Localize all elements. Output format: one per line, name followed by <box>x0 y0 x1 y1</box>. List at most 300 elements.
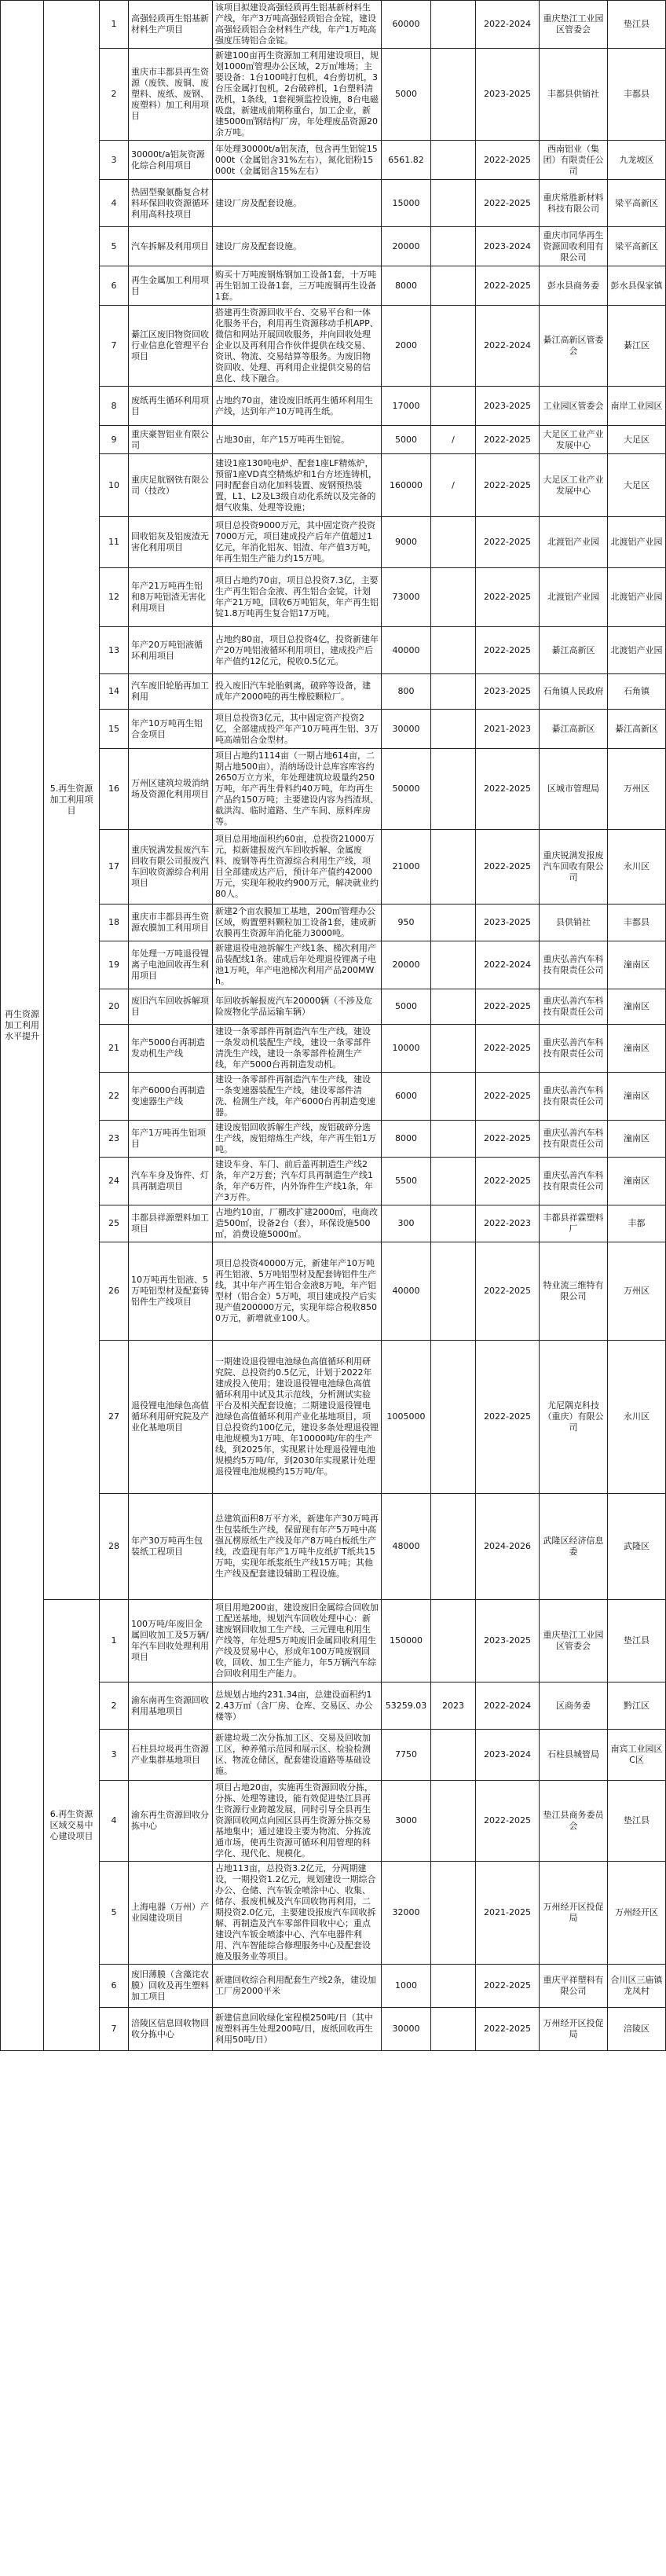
investment: 30000 <box>382 2008 431 2051</box>
owner-unit: 重庆弘善汽车科技有限责任公司 <box>540 941 608 989</box>
investment: 40000 <box>382 627 431 674</box>
completed-investment <box>431 1494 476 1600</box>
investment: 6000 <box>382 1073 431 1121</box>
district: 潼南区 <box>608 989 666 1025</box>
construction-period: 2022-2025 <box>476 1242 540 1341</box>
investment: 150000 <box>382 1600 431 1682</box>
construction-period: 2022-2025 <box>476 1025 540 1073</box>
project-name: 渝东再生资源回收分拣中心 <box>129 1781 213 1862</box>
row-number: 22 <box>100 1073 129 1121</box>
construction-period: 2023-2024 <box>476 227 540 266</box>
project-content: 新建2个亩农膜加工基地，200㎡管理办公区域，购置塑料颗粒加工设备1套，建成新农膜再生资源年消化能力3000吨。 <box>213 905 382 941</box>
district: 九龙坡区 <box>608 141 666 180</box>
project-content: 项目总投资40000万元，新建年产10万吨再生铝液、5万吨铝型材及配套铸铝件生产线，其中年产再生铝合金液8万吨，年产铝型材（铝合金）5万吨，项目建成投产后实现产值200000万元，实现年综合税收8500万元，新增就业100人。 <box>213 1242 382 1341</box>
table-row <box>1 1965 666 2008</box>
owner-unit: 万州经开区投促局 <box>540 2008 608 2051</box>
completed-investment <box>431 627 476 674</box>
table-row <box>1 1205 666 1242</box>
project-name: 重庆锐满发报废汽车回收有限公司报废汽车回收资源综合利用项目 <box>129 830 213 905</box>
completed-investment <box>431 1205 476 1242</box>
completed-investment <box>431 1600 476 1682</box>
district: 万州区 <box>608 749 666 830</box>
row-number: 11 <box>100 517 129 568</box>
investment: 53259.03 <box>382 1682 431 1730</box>
completed-investment <box>431 1965 476 2008</box>
project-content: 新建100亩再生资源加工利用建设项目，规划1000㎡管理办公区域，2万㎡堆场；主要设备：1台100吨打包机，4台剪切机，3台压金属打包机，2台破碎机，1台塑料清洗机，1条线，1套视频监控设施，8台电磁吸盘，新建成前期称重台，加工企业，新建5000㎡钢结构厂房，年处理废品资源20余万吨。 <box>213 49 382 141</box>
owner-unit: 重庆市同华再生资源回收利用有限公司 <box>540 227 608 266</box>
project-name: 年产1万吨再生铝项目 <box>129 1121 213 1158</box>
owner-unit: 大足区工业产业发展中心 <box>540 426 608 454</box>
investment: 950 <box>382 905 431 941</box>
table-row <box>1 1073 666 1121</box>
row-number: 7 <box>100 306 129 387</box>
row-number: 15 <box>100 710 129 749</box>
project-name: 高强轻质再生铝基新材料生产项目 <box>129 1 213 49</box>
table-row <box>1 180 666 227</box>
construction-period: 2022-2024 <box>476 1 540 49</box>
project-name: 年产10万吨再生铝合金项目 <box>129 710 213 749</box>
table-row <box>1 306 666 387</box>
completed-investment <box>431 1730 476 1781</box>
investment: 7750 <box>382 1730 431 1781</box>
completed-investment <box>431 1 476 49</box>
construction-period: 2022-2025 <box>476 1781 540 1862</box>
owner-unit: 綦江高新区 <box>540 710 608 749</box>
investment: 17000 <box>382 387 431 426</box>
project-name: 废旧薄膜（含藻诧农膜）回收及再生塑料加工项目 <box>129 1965 213 2008</box>
project-content: 项目用地200亩，建设废旧金属综合回收加工配送基地，规划汽车回收处理中心：新建废钢回收加工生产线、三元锂电利用生产线等，年处理5万吨废旧金属回收利用生产线及贸易中心，形成年100万吨废钢回收，回收、加工生产能力，年5万辆汽车综合回收利用生产能力。 <box>213 1600 382 1682</box>
construction-period: 2022-2025 <box>476 180 540 227</box>
owner-unit: 区商务委 <box>540 1682 608 1730</box>
project-content: 项目总投资9000万元，其中固定资产投资7000万元，项目建成投产后年产值超过1亿元，年消化铝灰、铝渣、年产值3万吨，年再生铝生产能力约15万吨。 <box>213 517 382 568</box>
completed-investment <box>431 1781 476 1862</box>
district: 丰都县 <box>608 49 666 141</box>
construction-period: 2023-2025 <box>476 674 540 710</box>
project-content: 总规划占地约231.34亩，总建设面积约12.43万㎡（含厂房、仓库、交易区、办公楼等） <box>213 1682 382 1730</box>
district: 綦江高新区 <box>608 710 666 749</box>
owner-unit: 北渡铝产业园 <box>540 568 608 627</box>
project-content: 建设车身、车门、前后盖再制造生产线2条，年产2万套；汽车灯具再制造生产线1条，年产6万件，内外饰件生产线1条，年产3万件。 <box>213 1158 382 1205</box>
project-name: 年产30万吨再生包装纸工程项目 <box>129 1494 213 1600</box>
row-number: 1 <box>100 1 129 49</box>
project-content: 占地约70亩，建设废旧纸再生循环利用生产线，达到年产10万吨再生纸。 <box>213 387 382 426</box>
investment: 8000 <box>382 266 431 306</box>
project-name: 100万吨/年废旧金属回收加工及5万辆/年汽车回收处理利用项目 <box>129 1600 213 1682</box>
project-content: 占地30亩，年产15万吨再生铝锭。 <box>213 426 382 454</box>
row-number: 6 <box>100 1965 129 2008</box>
project-name: 30000t/a铝灰资源化综合利用项目 <box>129 141 213 180</box>
row-number: 6 <box>100 266 129 306</box>
table-row <box>1 674 666 710</box>
project-name: 汽车拆解及利用项目 <box>129 227 213 266</box>
table-row <box>1 49 666 141</box>
district: 垫江县 <box>608 1600 666 1682</box>
project-content: 新建退役电池拆解生产线1条、梯次利用产品装配线1条。建成后年处理退役锂离子电池1万吨，年产电池梯次利用产品200MWh。 <box>213 941 382 989</box>
construction-period: 2022-2025 <box>476 266 540 306</box>
district: 石角镇 <box>608 674 666 710</box>
construction-period: 2022-2025 <box>476 2008 540 2051</box>
project-name: 年产20万吨铝液循环利用项目 <box>129 627 213 674</box>
row-number: 4 <box>100 180 129 227</box>
investment: 50000 <box>382 749 431 830</box>
completed-investment <box>431 180 476 227</box>
row-number: 3 <box>100 141 129 180</box>
table-row <box>1 905 666 941</box>
owner-unit: 石柱县城管局 <box>540 1730 608 1781</box>
investment: 20000 <box>382 941 431 989</box>
project-content: 项目占地20亩，实施再生资源回收分拣，分拣、处理等建设，能有效促进垫江县再生资源行业跨越发展，同时引导全县再生资源回收网点向园区县再生资源分拣交易基地集中；通过建设主要为物流、分拣流通市场，使再生资源可循环利用管理的科学化、现代化、规模化。 <box>213 1781 382 1862</box>
investment: 800 <box>382 674 431 710</box>
completed-investment <box>431 517 476 568</box>
district: 永川区 <box>608 1341 666 1494</box>
owner-unit: 万州经开区投促局 <box>540 1862 608 1965</box>
construction-period: 2022-2025 <box>476 1965 540 2008</box>
district: 潼南区 <box>608 1158 666 1205</box>
project-content: 建设一条零部件再制造汽车生产线，建设一条发动机装配生产线，建设一条零部件清洗生产线，建设一条零部件检测生产线，年产5000台再制造发动机。 <box>213 1025 382 1073</box>
table-row <box>1 141 666 180</box>
owner-unit: 重庆垫江工业园区管委会 <box>540 1 608 49</box>
completed-investment <box>431 1025 476 1073</box>
completed-investment <box>431 749 476 830</box>
table-row <box>1 830 666 905</box>
investment: 15000 <box>382 180 431 227</box>
construction-period: 2022-2025 <box>476 568 540 627</box>
completed-investment <box>431 387 476 426</box>
project-name: 回收铝灰及铝废渣无害化利用项目 <box>129 517 213 568</box>
owner-unit: 石角镇人民政府 <box>540 674 608 710</box>
project-content: 项目占地约70亩，项目总投资7.3亿，主要生产再生铝合金液、再生铝合金锭，计划年产21万吨，回收6万吨铝灰，年产再生铝锭1.8万吨再生复合铝17万吨。 <box>213 568 382 627</box>
table-row <box>1 387 666 426</box>
table-row <box>1 1494 666 1600</box>
project-content: 项目占地约1114亩（一期占地614亩，二期占地500亩），消纳场设计总库容库容约2650万立方米，年处理建筑垃圾量约250万吨，年产再生骨料约40万吨，年均再生产品约150万吨；主要建设内容为挡渣坝、截洪沟、临时道路、生产车间、原料库房等。 <box>213 749 382 830</box>
project-content: 新建回收综合利用配套生产线2条，建设加工厂房2000平米 <box>213 1965 382 2008</box>
project-name: 綦江区废旧物资回收行业信息化管理平台项目 <box>129 306 213 387</box>
project-name: 重庆市丰都县再生资源（废铁、废铜、废塑料、废纸、废钢、废塑料）加工利用项目 <box>129 49 213 141</box>
table-row <box>1 1862 666 1965</box>
completed-investment <box>431 49 476 141</box>
investment: 3000 <box>382 1781 431 1862</box>
owner-unit: 綦江高新区 <box>540 627 608 674</box>
project-content: 项目总投资3亿元，其中固定资产投资2亿，全部建成投产年产10万吨再生铝、3万吨高端铝合金型材。 <box>213 710 382 749</box>
row-number: 17 <box>100 830 129 905</box>
project-name: 10万吨再生铝液、5万吨铝型材及配套铸铝件生产线项目 <box>129 1242 213 1341</box>
owner-unit: 重庆锐满发报废汽车回收有限公司 <box>540 830 608 905</box>
district: 潼南区 <box>608 941 666 989</box>
owner-unit: 丰都县供销社 <box>540 49 608 141</box>
owner-unit: 北渡铝产业园 <box>540 517 608 568</box>
project-content: 新建垃圾二次分拣加工区、交易及回收加工区，种养殖示范园和展示区、检验检测区、物流仓储区，配套建设道路等基础设施。 <box>213 1730 382 1781</box>
project-content: 建设1座130吨电炉、配套1座LF精炼炉，预留1座VD真空精炼炉和1台方坯连铸机，同时配套自动化加料装置、废钢预热装置，L1、L2及L3级自动化系统以及完备的烟气收集、处理等设施； <box>213 454 382 517</box>
row-number: 4 <box>100 1781 129 1862</box>
row-number: 18 <box>100 905 129 941</box>
project-content: 项目总用地面积约60亩，总投资21000万元，拟新建报废汽车回收拆解、金属废料、废钢等再生资源综合利用生产线，项目全部建成达产后，预计年产值约42000万元，实现年税收约900万元，解决就业约80人。 <box>213 830 382 905</box>
investment: 5000 <box>382 426 431 454</box>
investment: 48000 <box>382 1494 431 1600</box>
owner-unit: 重庆弘善汽车科技有限责任公司 <box>540 1025 608 1073</box>
project-name: 年处理一万吨退役锂离子电池回收再生利用项目 <box>129 941 213 989</box>
row-number: 23 <box>100 1121 129 1158</box>
district: 合川区三庙镇龙凤村 <box>608 1965 666 2008</box>
project-content: 建设废铝回收拆解生产线，废铝破碎分选生产线，废铝熔炼生产线，年产再生铝1万吨。 <box>213 1121 382 1158</box>
category-cell: 再生资源加工利用水平提升 <box>1 1 44 2051</box>
completed-investment <box>431 830 476 905</box>
table-row <box>1 989 666 1025</box>
project-table-body <box>1 1 666 2051</box>
investment: 1000 <box>382 1965 431 2008</box>
investment: 40000 <box>382 1242 431 1341</box>
row-number: 24 <box>100 1158 129 1205</box>
completed-investment <box>431 905 476 941</box>
investment: 60000 <box>382 1 431 49</box>
row-number: 28 <box>100 1494 129 1600</box>
project-name: 年产21万吨再生铝和8万吨铝渣无害化利用项目 <box>129 568 213 627</box>
owner-unit: 工业园区管委会 <box>540 387 608 426</box>
project-name: 石柱县垃圾再生资源产业集群基地项目 <box>129 1730 213 1781</box>
row-number: 20 <box>100 989 129 1025</box>
completed-investment <box>431 266 476 306</box>
project-name: 丰都县祥源塑料加工项目 <box>129 1205 213 1242</box>
district: 彭水县保家镇 <box>608 266 666 306</box>
owner-unit: 区城市管理局 <box>540 749 608 830</box>
row-number: 2 <box>100 1682 129 1730</box>
construction-period: 2022-2025 <box>476 1158 540 1205</box>
group-label-cell: 6.再生资源区域交易中心建设项目 <box>44 1600 100 2051</box>
row-number: 7 <box>100 2008 129 2051</box>
district: 北渡铝产业园 <box>608 627 666 674</box>
construction-period: 2022-2025 <box>476 989 540 1025</box>
construction-period: 2022-2025 <box>476 426 540 454</box>
investment: 9000 <box>382 517 431 568</box>
table-row <box>1 568 666 627</box>
project-name: 退役锂电池绿色高值循环利用研究院及产业化基地项目 <box>129 1341 213 1494</box>
group-label-cell: 5.再生资源加工利用项目 <box>44 1 100 1600</box>
row-number: 14 <box>100 674 129 710</box>
table-row <box>1 1242 666 1341</box>
project-content: 搭建再生资源回收平台、交易平台和一体化服务平台，利用再生资源移动手机APP、微信和网站开展回收服务，并向回收处理企业以及再利用合作伙伴提供在线交易、资讯、物流、交易结算等服务。为废旧物资回收、处理、再利用企业提供交易的信息化、线下融合。 <box>213 306 382 387</box>
project-content: 建设厂房及配套设施。 <box>213 180 382 227</box>
construction-period: 2022-2025 <box>476 749 540 830</box>
completed-investment <box>431 568 476 627</box>
project-content: 购买十万吨废钢炼钢加工设备1套，十万吨再生铝加工设备1套，三万吨废铜再生设备1套。 <box>213 266 382 306</box>
completed-investment <box>431 141 476 180</box>
row-number: 2 <box>100 49 129 141</box>
owner-unit: 綦江高新区管委会 <box>540 306 608 387</box>
owner-unit: 西南铝业（集团）有限责任公司 <box>540 141 608 180</box>
row-number: 21 <box>100 1025 129 1073</box>
completed-investment <box>431 1862 476 1965</box>
project-content: 年回收拆解报废汽车20000辆（不涉及危险废物化学品运输车辆） <box>213 989 382 1025</box>
owner-unit: 重庆弘善汽车科技有限责任公司 <box>540 1073 608 1121</box>
table-row <box>1 1682 666 1730</box>
owner-unit: 尤尼隅克科技（重庆）有限公司 <box>540 1341 608 1494</box>
construction-period: 2022-2025 <box>476 627 540 674</box>
project-name: 废旧汽车回收拆解项目 <box>129 989 213 1025</box>
project-name: 热固型聚氨酯复合材料环保回收资源循环利用高科技项目 <box>129 180 213 227</box>
project-content: 占地约80亩，项目总投资4亿，投资新建年产20万吨铝液循环利用项目，建成投产后年产值约12亿元，税收0.5亿元。 <box>213 627 382 674</box>
project-content: 该项目拟建设高强轻质再生铝基新材料生产线，年产3万吨高强轻质铝合金锭，建设高强轻质铝合金材料生产线，年产1万吨高强度压铸铝合金锭。 <box>213 1 382 49</box>
completed-investment <box>431 710 476 749</box>
table-row <box>1 1121 666 1158</box>
district: 潼南区 <box>608 1073 666 1121</box>
construction-period: 2022-2025 <box>476 1073 540 1121</box>
table-row <box>1 1 666 49</box>
table-row <box>1 710 666 749</box>
completed-investment <box>431 989 476 1025</box>
owner-unit: 重庆弘善汽车科技有限责任公司 <box>540 989 608 1025</box>
district: 万州经开区 <box>608 1862 666 1965</box>
investment: 5000 <box>382 989 431 1025</box>
construction-period: 2022-2025 <box>476 517 540 568</box>
owner-unit: 县供销社 <box>540 905 608 941</box>
table-row <box>1 517 666 568</box>
district: 万州区 <box>608 1242 666 1341</box>
construction-period: 2022-2025 <box>476 454 540 517</box>
owner-unit: 重庆平祥塑料有限公司 <box>540 1965 608 2008</box>
district: 丰都县 <box>608 905 666 941</box>
row-number: 16 <box>100 749 129 830</box>
project-name: 重庆市丰都县再生资源农膜加工利用项目 <box>129 905 213 941</box>
district: 梁平高新区 <box>608 180 666 227</box>
project-name: 渝东南再生资源回收利用基地项目 <box>129 1682 213 1730</box>
district: 南宾工业园区C区 <box>608 1730 666 1781</box>
construction-period: 2022-2025 <box>476 1341 540 1494</box>
project-content: 一期建设退役锂电池绿色高值循环利用研究院、总投资约0.5亿元，计划于2022年建成投入使用；建设退役锂电池绿色高值循环利用中试及其示范线，分析测试实验平台及相关配套设施；二期建设退役锂电池绿色高值循环利用产业化基地项目，项目总投资约100亿元，建设多条处理退役锂电池规模为1万吨、年10000吨/年的生产线，到2025年，实现累计处理退役锂电池规模约5万吨/年，到2030年实现累计处理退役锂电池规模约15万吨/年。 <box>213 1341 382 1494</box>
row-number: 9 <box>100 426 129 454</box>
investment: 5000 <box>382 49 431 141</box>
owner-unit: 重庆弘善汽车科技有限责任公司 <box>540 1158 608 1205</box>
district: 大足区 <box>608 426 666 454</box>
row-number: 5 <box>100 1862 129 1965</box>
completed-investment <box>431 674 476 710</box>
district: 梁平高新区 <box>608 227 666 266</box>
district: 垫江县 <box>608 1781 666 1862</box>
row-number: 13 <box>100 627 129 674</box>
owner-unit: 垫江县商务委员会 <box>540 1781 608 1862</box>
table-row <box>1 1600 666 1682</box>
district: 黔江区 <box>608 1682 666 1730</box>
owner-unit: 重庆垫江工业园区管委会 <box>540 1600 608 1682</box>
completed-investment <box>431 1121 476 1158</box>
investment: 32000 <box>382 1862 431 1965</box>
table-row <box>1 1025 666 1073</box>
row-number: 27 <box>100 1341 129 1494</box>
owner-unit: 武隆区经济信息委 <box>540 1494 608 1600</box>
project-name: 废纸再生循环利用项目 <box>129 387 213 426</box>
completed-investment <box>431 306 476 387</box>
table-row <box>1 266 666 306</box>
table-row <box>1 749 666 830</box>
construction-period: 2023-2025 <box>476 49 540 141</box>
investment: 5500 <box>382 1158 431 1205</box>
table-row <box>1 2008 666 2051</box>
investment: 6561.82 <box>382 141 431 180</box>
project-name: 重庆豪智铝业有限公司 <box>129 426 213 454</box>
district: 大足区 <box>608 454 666 517</box>
construction-period: 2022-2023 <box>476 1205 540 1242</box>
investment: 8000 <box>382 1121 431 1158</box>
investment: 2000 <box>382 306 431 387</box>
project-name: 再生金属加工利用项目 <box>129 266 213 306</box>
owner-unit: 特业流三维特有限公司 <box>540 1242 608 1341</box>
row-number: 1 <box>100 1600 129 1682</box>
table-row <box>1 1730 666 1781</box>
district: 綦江区 <box>608 306 666 387</box>
completed-investment: / <box>431 454 476 517</box>
investment: 21000 <box>382 830 431 905</box>
owner-unit: 丰都县祥霖塑料厂 <box>540 1205 608 1242</box>
project-content: 年处理30000t/a铝灰渣，包含再生铝锭15000t（金属铝含31%左右），氮化铝粉15000t（金属铝含15%左右） <box>213 141 382 180</box>
completed-investment <box>431 1341 476 1494</box>
project-name: 汽车废旧轮胎再加工利用 <box>129 674 213 710</box>
district: 垫江县 <box>608 1 666 49</box>
investment: 10000 <box>382 1025 431 1073</box>
owner-unit: 重庆常胜新材料科技有限公司 <box>540 180 608 227</box>
table-row <box>1 1158 666 1205</box>
row-number: 3 <box>100 1730 129 1781</box>
investment: 160000 <box>382 454 431 517</box>
district: 南岸工业园区 <box>608 387 666 426</box>
project-name: 年产5000台再制造发动机生产线 <box>129 1025 213 1073</box>
completed-investment <box>431 2008 476 2051</box>
project-content: 占地113亩，总投资3.2亿元，分两期建设，一期投资1.2亿元，规划建设一期综合办公、仓储、汽车钣金喷涂中心、收集、储存、报废机械及汽车回收物再利用，二期投资2.0亿元，主要建设报废汽车回收拆解、再制造及汽车零部件回收中心；重点建设汽车钣金喷漆中心、汽车电器件利用、汽车智能综合修理服务中心及配套设施及服务业等项目。 <box>213 1862 382 1965</box>
project-name: 万州区建筑垃圾消纳场及资源化利用项目 <box>129 749 213 830</box>
project-name: 上海电器（万州）产业园建设项目 <box>129 1862 213 1965</box>
completed-investment <box>431 941 476 989</box>
district: 北渡铝产业园 <box>608 517 666 568</box>
table-row <box>1 426 666 454</box>
row-number: 26 <box>100 1242 129 1341</box>
district: 永川区 <box>608 830 666 905</box>
investment: 73000 <box>382 568 431 627</box>
project-content: 建设一条零部件再制造汽车生产线，建设一条变速器装配生产线，建设零部件清洗、检测生产线，年产6000台再制造变速器。 <box>213 1073 382 1121</box>
project-content: 新建信息回收绿化室程模250吨/日（其中废塑料再生处理200吨/日，废纸回收再生利用50吨/日） <box>213 2008 382 2051</box>
table-row <box>1 941 666 989</box>
project-content: 建设厂房及配套设施。 <box>213 227 382 266</box>
construction-period: 2023-2025 <box>476 387 540 426</box>
construction-period: 2022-2025 <box>476 141 540 180</box>
owner-unit: 大足区工业产业发展中心 <box>540 454 608 517</box>
completed-investment <box>431 1073 476 1121</box>
investment: 20000 <box>382 227 431 266</box>
construction-period: 2022-2024 <box>476 306 540 387</box>
construction-period: 2021-2023 <box>476 710 540 749</box>
investment: 30000 <box>382 710 431 749</box>
completed-investment <box>431 227 476 266</box>
construction-period: 2022-2024 <box>476 1682 540 1730</box>
project-content: 总建筑面积8万平方米，新建年产30万吨再生包装纸生产线，保留现有年产5万吨中高强瓦楞原纸生产线及年产8万吨白板纸生产线，改造现有年产1万吨牛皮纸扩T纸共15万吨，实现年纸浆纸生产线15万吨；其他生产线及配套建设辅助工程设施。 <box>213 1494 382 1600</box>
district: 武隆区 <box>608 1494 666 1600</box>
project-name: 汽车车身及饰件、灯具再制造项目 <box>129 1158 213 1205</box>
row-number: 19 <box>100 941 129 989</box>
completed-investment: / <box>431 426 476 454</box>
project-name: 涪陵区信息回收物回收分拣中心 <box>129 2008 213 2051</box>
project-name: 重庆足航钢铁有限公司（技改） <box>129 454 213 517</box>
row-number: 25 <box>100 1205 129 1242</box>
construction-period: 2024-2026 <box>476 1494 540 1600</box>
investment: 1005000 <box>382 1341 431 1494</box>
table-row <box>1 627 666 674</box>
construction-period: 2022-2025 <box>476 1121 540 1158</box>
row-number: 12 <box>100 568 129 627</box>
construction-period: 2022-2024 <box>476 941 540 989</box>
completed-investment <box>431 1158 476 1205</box>
district: 潼南区 <box>608 1121 666 1158</box>
table-row <box>1 1341 666 1494</box>
row-number: 8 <box>100 387 129 426</box>
project-name: 年产6000台再制造变速器生产线 <box>129 1073 213 1121</box>
district: 北渡铝产业园 <box>608 568 666 627</box>
construction-period: 2023-2025 <box>476 1600 540 1682</box>
